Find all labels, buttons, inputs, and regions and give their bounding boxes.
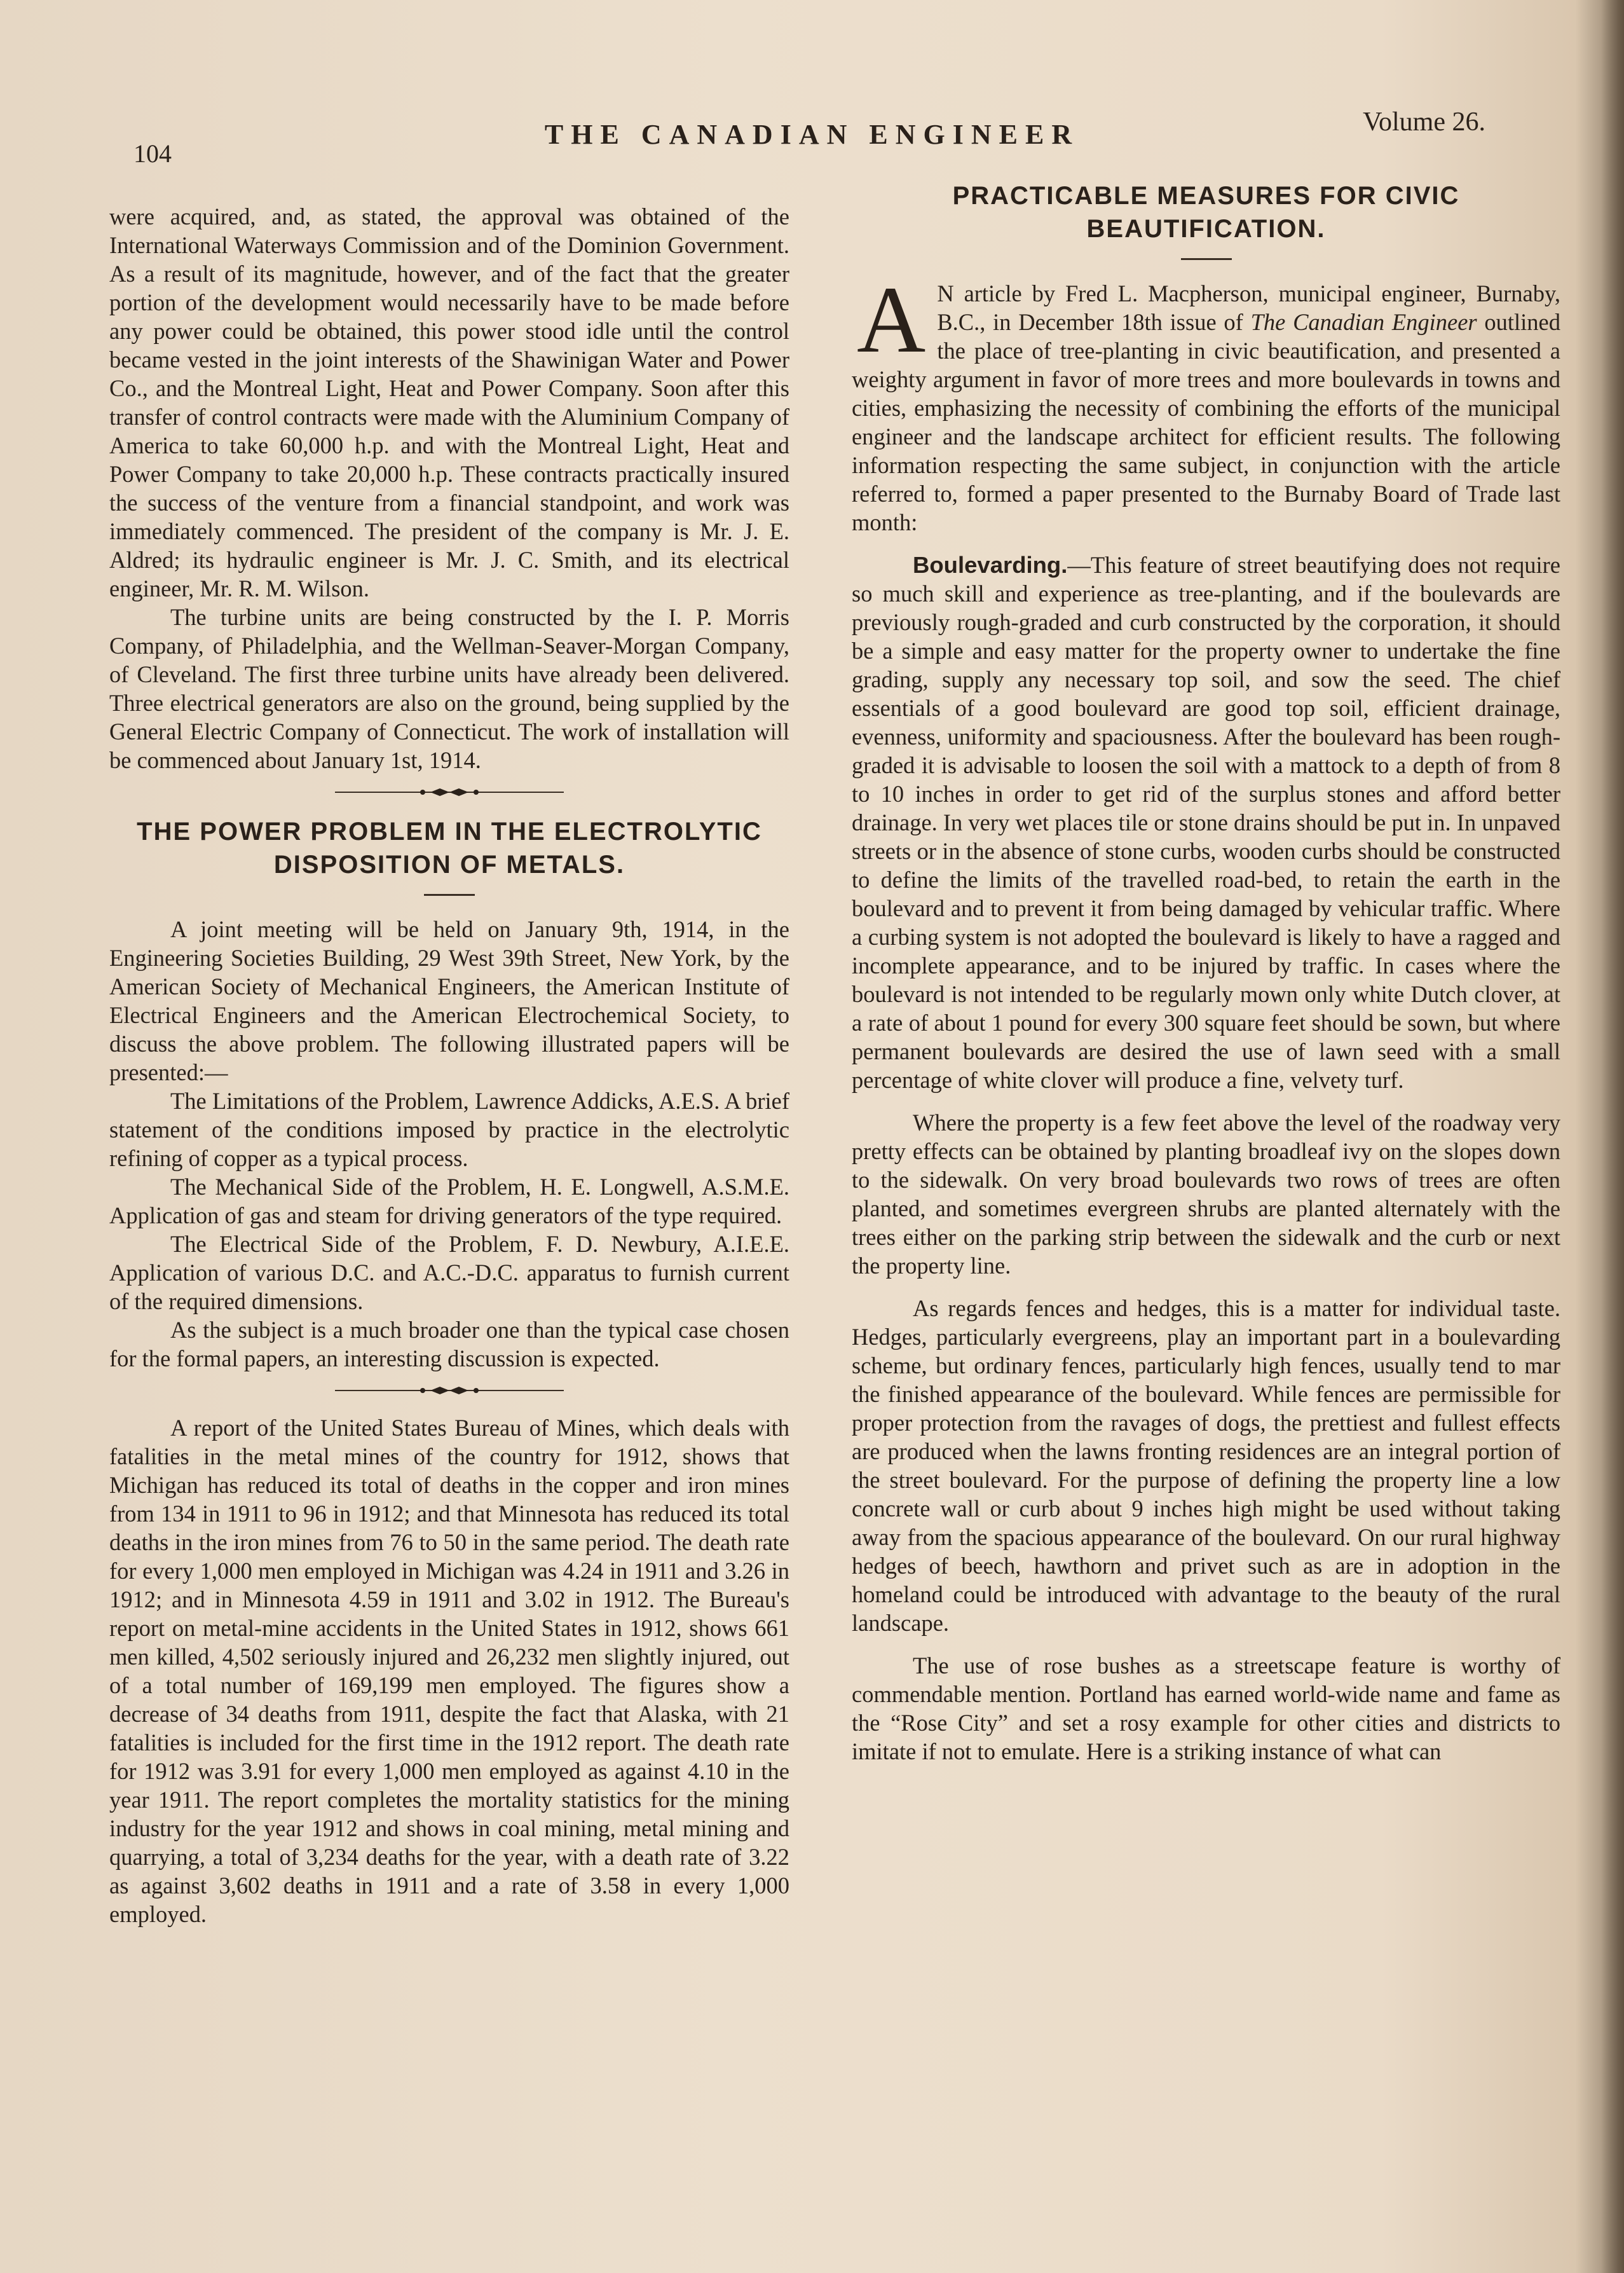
- volume-label: Volume 26.: [1363, 107, 1485, 137]
- running-header-title: THE CANADIAN ENGINEER: [544, 119, 1080, 150]
- meeting-paragraph: A joint meeting will be held on January 9th, 1914, in the Engineering Societies Building, 29 West 39th Street, New York, by the American Society of Mechanical Engineers, the American Institute of Electrical Engineers and the American Electrochemical Society, to discuss the above problem. The following illustrated papers will be presented:—: [109, 916, 789, 1085]
- section-ornament-2: [109, 1384, 789, 1397]
- drop-cap: A: [857, 267, 926, 373]
- continued-paragraph-2: The turbine units are being constructed by the I. P. Morris Company, of Philadelphia, and the Wellman-Seaver-Morgan Company, of Cleveland. The first three turbine units have already been delivered. Three electrical generators are also on the ground, being supplied by the General Electric Company of Connecticut. The work of installation will be commenced about January 1st, 1914.: [109, 604, 789, 773]
- roses-paragraph: The use of rose bushes as a streetscape feature is worthy of commendable mention. Portland has earned world-wide name and fame as the “Rose City” and set a rosy example for other cities and districts to imitate if not to emulate. Here is a striking instance of what can: [852, 1652, 1560, 1764]
- article-title-electrolytic: THE POWER PROBLEM IN THE ELECTROLYTIC DISPOSITION OF METALS.: [137, 818, 762, 879]
- mines-report-paragraph: A report of the United States Bureau of Mines, which deals with fatalities in the metal mines of the country for 1912, shows that Michigan has reduced its total of deaths in the copper and iron mines from 134 in 1911 to 96 in 1912; and that Minnesota has reduced its total deaths in the iron mines from 76 to 50 in the same period. The death rate for every 1,000 men employed in Michigan was 4.24 in 1911 and 3.26 in 1912; and in Minnesota 4.59 in 1911 and 3.02 in 1912. The Bureau's report on metal-mine accidents in the United States in 1912, shows 661 men killed, 4,502 seriously injured and 26,232 men slightly injured, out of a total number of 169,199 men employed. The figures show a decrease of 34 deaths from 1911, despite the fact that Alaska, with 21 fatalities is included for the first time in the 1912 report. The death rate for 1912 was 3.91 for every 1,000 men employed as against 4.10 in the year 1911. The report completes the mortality statistics for the mining industry for the year 1912 and shows in coal mining, metal mining and quarrying, a total of 3,234 deaths for the year, with a death rate of 3.22 as against 3,602 deaths in 1911 and a rate of 3.58 in every 1,000 employed.: [109, 1415, 789, 1927]
- property-paragraph: Where the property is a few feet above the level of the roadway very pretty effects can be obtained by planting broadleaf ivy on the slopes down to the sidewalk. On very broad boulevards two rows of trees are often planted, and sometimes evergreen shrubs are planted alternately with the trees either on the parking strip between the sidewalk and the curb or next the property line.: [852, 1109, 1560, 1279]
- boulevarding-text: —This feature of street beautifying does not require so much skill and experience as tree-planting, and if the boulevards are previously rough-graded and curb constructed by the corporation, it should be a simple and easy matter for the property owner to undertake the fine grading, supply any necessary top soil, and sow the seed. The chief essentials of a good boulevard are good top soil, efficient drainage, evenness, uniformity and spaciousness. After the boulevard has been rough-graded it is advisable to loosen the soil with a mattock to a depth of from 8 to 10 inches in order to get rid of the surplus stones and afford better drainage. In very wet places tile or stone drains should be put in. In unpaved streets or in the absence of stone curbs, wooden curbs should be constructed to define the limits of the travelled road-bed, to retain the earth in the boulevard and to prevent it from being damaged by vehicular traffic. Where a curbing system is not adopted the boulevard is likely to have a ragged and incomplete appearance, and to be injured by traffic. In cases where the boulevard is not intended to be regularly mown only white Dutch clover, at a rate of about 1 pound for every 300 square feet should be sown, but where permanent boulevards are desired the use of lawn seed with a small percentage of white clover will produce a fine, velvety turf.: [852, 552, 1560, 1093]
- discussion-paragraph: As the subject is a much broader one than the typical case chosen for the formal papers, an interesting discussion is expected.: [109, 1317, 789, 1371]
- continued-paragraph-1: were acquired, and, as stated, the approval was obtained of the International Waterways Commission and of the Dominion Government. As a result of its magnitude, however, and of the fact that the greater portion of the development would necessarily have to be made before any power could be obtained, this power stood idle until the control became vested in the joint interests of the Shawinigan Water and Power Co., and the Montreal Light, Heat and Power Company. Soon after this transfer of control contracts were made with the Aluminium Company of America to take 60,000 h.p. and with the Montreal Light, Heat and Power Company to take 20,000 h.p. These contracts practically insured the success of the venture from a financial standpoint, and work was immediately commenced. The president of the company is Mr. J. E. Aldred; its hydraulic engineer is Mr. J. C. Smith, and its electrical engineer, Mr. R. M. Wilson.: [109, 203, 789, 601]
- paper-item-1: The Limitations of the Problem, Lawrence Addicks, A.E.S. A brief statement of the conditions imposed by practice in the electrolytic refining of copper as a typical process.: [109, 1088, 789, 1171]
- paper-item-3: The Electrical Side of the Problem, F. D. Newbury, A.I.E.E. Application of various D.C. and A.C.-D.C. apparatus to furnish current of the required dimensions.: [109, 1231, 789, 1314]
- article-title-civic-beautification: PRACTICABLE MEASURES FOR CIVIC BEAUTIFICATION.: [952, 182, 1460, 243]
- title-rule: [424, 894, 475, 896]
- title-rule-right: [1181, 258, 1232, 260]
- page-edge-shadow: [1601, 0, 1624, 2273]
- boulevarding-lead: Boulevarding.: [913, 552, 1068, 578]
- left-column: [109, 202, 789, 1928]
- intro-journal-name: The Canadian Engineer: [1250, 309, 1477, 335]
- intro-paragraph: [852, 267, 1561, 537]
- paper-item-2: The Mechanical Side of the Problem, H. E. Longwell, A.S.M.E. Application of gas and steam for driving generators of the type required.: [109, 1174, 789, 1228]
- page-number: 104: [133, 139, 172, 168]
- section-ornament-1: [109, 786, 789, 799]
- fences-paragraph: As regards fences and hedges, this is a matter for individual taste. Hedges, particularly evergreens, play an important part in a boulevarding scheme, but ordinary fences, particularly high fences, usually tend to mar the finished appearance of the boulevard. While fences are permissible for proper protection from the ravages of dogs, the prettiest and fullest effects are produced when the lawns fronting residences are an integral portion of the street boulevard. For the purpose of defining the property line a low concrete wall or curb about 9 inches high might be used without taking away from the spacious appearance of the boulevard. On our rural highway hedges of beech, hawthorn and privet such as are in adoption in the homeland could be introduced with advantage to the beauty of the rural landscape.: [852, 1295, 1560, 1636]
- right-column: [852, 179, 1560, 1766]
- intro-text-2: outlined the place of tree-planting in civic beautification, and presented a weighty argument in favor of more trees and more boulevards in towns and cities, emphasizing the necessity of combining the efforts of the municipal engineer and the landscape architect for efficient results. The following information respecting the same subject, in conjunction with the article referred to, formed a paper presented to the Burnaby Board of Trade last month:: [852, 309, 1561, 535]
- intro-text-1: N article by Fred L. Macpherson, municipal engineer, Burnaby, B.C., in December 18th issue of: [937, 280, 1560, 335]
- boulevarding-paragraph: [852, 551, 1560, 1094]
